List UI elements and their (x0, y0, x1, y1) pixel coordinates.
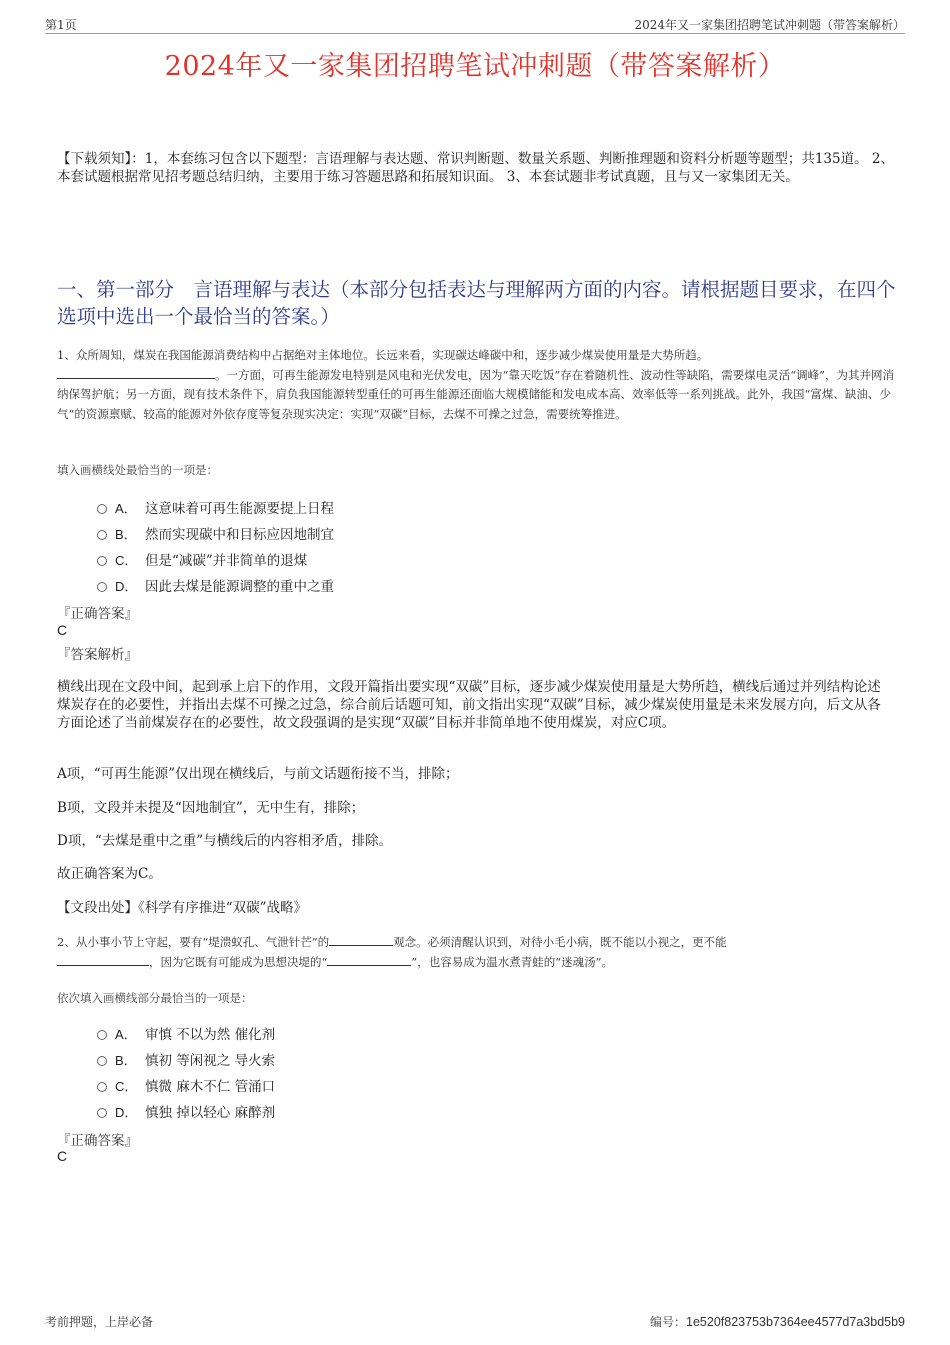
question-1-option-b[interactable]: B． 然而实现碳中和目标应因地制宜 (97, 523, 334, 543)
question-1-stem-part-b: 。一方面，可再生能源发电特别是风电和光伏发电，因为“靠天吃饭”存在着随机性、波动性等缺陷，需要煤电灵活“调峰”，为其并网消纳保驾护航；另一方面，现有技术条件下，肩负我国能源转型重任的可再生能源还面临大规模储能和发电成本高、效率低等一系列挑战。此外，我国“富煤、缺油、少气”的资源禀赋、较高的能源对外依存度等复杂现实决定：实现“双碳”目标，去煤不可操之过急，需要统筹推进。 (57, 367, 895, 421)
question-1-option-a[interactable]: A． 这意味着可再生能源要提上日程 (97, 497, 334, 517)
question-2-option-c[interactable]: C． 慎微 麻木不仁 管涌口 (97, 1075, 275, 1095)
question-2-stem-part-b: 观念。必须清醒认识到，对待小毛小病，既不能以小视之，更不能 (393, 935, 727, 949)
question-2-option-d[interactable]: D． 慎独 掉以轻心 麻醉剂 (97, 1101, 275, 1121)
question-2-stem-part-c: ，因为它既有可能成为思想决堤的“ (149, 954, 328, 969)
download-notice: 【下载须知】：1，本套练习包含以下题型：言语理解与表达题、常识判断题、数量关系题、判断推理题和资料分析题等题型；共135道。 2、本套试题根据常见招考题总结归纳，主要用于练习答题思路和拓展知识面。 3、本套试题非考试真题，且与又一家集团无关。 (57, 151, 894, 185)
page-header (45, 15, 905, 34)
radio-icon[interactable] (97, 582, 107, 592)
footer-slogan: 考前押题，上岸必备 (45, 1315, 154, 1329)
question-2-stem-part-a: 2、从小事小节上守起，要有“堤溃蚁孔、气泄针芒”的 (57, 935, 330, 949)
radio-icon[interactable] (97, 504, 107, 514)
question-1-option-d[interactable]: D． 因此去煤是能源调整的重中之重 (97, 575, 334, 595)
radio-icon[interactable] (97, 1082, 107, 1092)
page-number: 第1页 (45, 18, 77, 32)
question-2-option-a[interactable]: A． 审慎 不以为然 催化剂 (97, 1023, 275, 1043)
footer-document-code: 编号：1e520f823753b7364ee4577d7a3bd5b9 (650, 1315, 905, 1329)
question-2-blank-2 (57, 953, 149, 966)
question-2-prompt: 依次填入画横线部分最恰当的一项是： (57, 991, 253, 1005)
question-1-source: 【文段出处】《科学有序推进“双碳”战略》 (57, 900, 308, 916)
radio-icon[interactable] (97, 530, 107, 540)
question-1-stem (57, 346, 902, 424)
question-1-option-c[interactable]: C． 但是“减碳”并非简单的退煤 (97, 549, 307, 569)
radio-icon[interactable] (97, 1108, 107, 1118)
radio-icon[interactable] (97, 1030, 107, 1040)
question-2-stem-part-d: ”，也容易成为温水煮青蛙的“迷魂汤”。 (411, 954, 614, 969)
radio-icon[interactable] (97, 556, 107, 566)
question-1-analysis-label: 『答案解析』 (57, 647, 138, 663)
question-2-stem (57, 933, 902, 972)
document-title: 2024年又一家集团招聘笔试冲刺题（带答案解析） (164, 51, 786, 82)
question-2-answer: C (57, 1148, 68, 1164)
question-1-analysis: 横线出现在文段中间，起到承上启下的作用，文段开篇指出要实现“双碳”目标，逐步减少煤炭使用量是大势所趋，横线后通过并列结构论述煤炭存在的必要性，并指出去煤不可操之过急，综合前后话题可知，前文指出实现“双碳”目标，减少煤炭使用量是未来发展方向，后文从各方面论述了当前煤炭存在的必要性，故文段强调的是实现“双碳”目标并非简单地不使用煤炭，对应C项。 (57, 679, 881, 731)
radio-icon[interactable] (97, 1056, 107, 1066)
question-1-conclusion: 故正确答案为C。 (57, 866, 162, 882)
question-1-answer-label: 『正确答案』 (57, 606, 138, 622)
question-2-answer-label: 『正确答案』 (57, 1133, 138, 1149)
section-title: 一、第一部分 言语理解与表达（本部分包括表达与理解两方面的内容。请根据题目要求，在四个选项中选出一个最恰当的答案。） (57, 278, 896, 328)
question-1-analysis-option-a: A项，“可再生能源”仅出现在横线后，与前文话题衔接不当，排除； (57, 766, 459, 782)
question-1-answer: C (57, 622, 68, 638)
question-2-option-b[interactable]: B． 慎初 等闲视之 导火索 (97, 1049, 275, 1069)
question-1-blank (57, 366, 215, 379)
question-1-analysis-option-d: D项，“去煤是重中之重”与横线后的内容相矛盾，排除。 (57, 833, 393, 849)
question-2-blank-3 (327, 953, 411, 966)
question-2-blank-1 (329, 933, 393, 946)
question-1-prompt: 填入画横线处最恰当的一项是： (57, 463, 218, 477)
running-title: 2024年又一家集团招聘笔试冲刺题（带答案解析） (634, 18, 905, 32)
question-1-analysis-option-b: B项，文段并未提及“因地制宜”，无中生有，排除； (57, 800, 365, 816)
question-1-stem-part-a: 1、众所周知，煤炭在我国能源消费结构中占据绝对主体地位。长远来看，实现碳达峰碳中和，逐步减少煤炭使用量是大势所趋。 (57, 348, 709, 362)
